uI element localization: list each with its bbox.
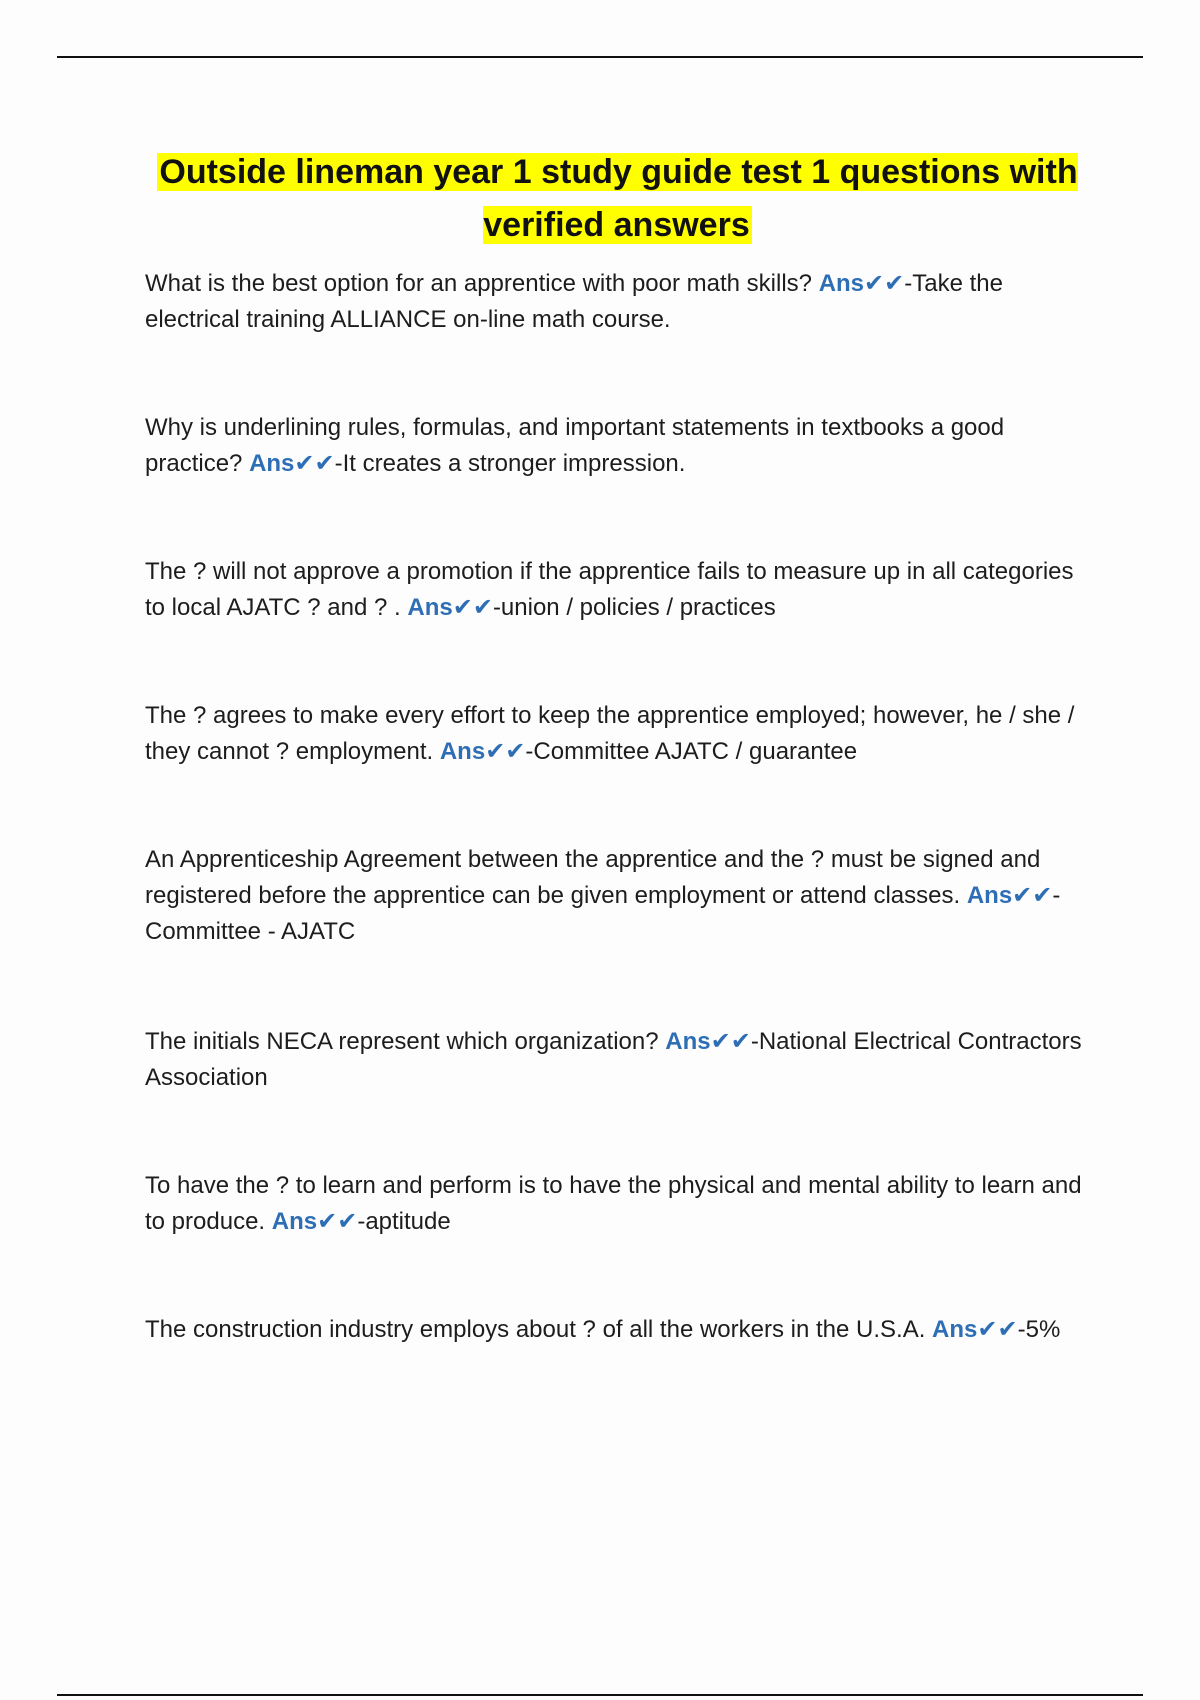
answer-text: -5% [1017, 1316, 1061, 1343]
check-icon: ✔✔ [1012, 882, 1053, 909]
answer-text: -Take the electrical training ALLIANCE on-line math course. [145, 270, 1003, 333]
qa-item-7 [145, 1168, 1090, 1240]
question-text: An Apprenticeship Agreement between the apprentice and the ? must be signed and registered before the apprentice can be given employment or attend classes. [145, 846, 1041, 909]
check-icon: ✔✔ [317, 1208, 358, 1235]
qa-item-6 [145, 1024, 1090, 1096]
answer-label: Ans [665, 1028, 711, 1055]
qa-item-3 [145, 554, 1090, 626]
check-icon: ✔✔ [485, 738, 526, 765]
answer-text: -Committee - AJATC [145, 882, 1061, 945]
answer-label: Ans [271, 1208, 318, 1235]
question-text: The ? agrees to make every effort to keep the apprentice employed; however, he / she / they cannot ? employment. [145, 702, 1075, 765]
qa-item-8 [145, 1312, 1090, 1348]
answer-label: Ans [249, 450, 295, 477]
answer-label: Ans [932, 1316, 978, 1343]
bottom-rule [57, 1694, 1143, 1696]
check-icon: ✔✔ [710, 1028, 751, 1055]
qa-item-5 [145, 842, 1090, 950]
answer-text: -aptitude [357, 1208, 451, 1235]
check-icon: ✔✔ [864, 270, 905, 297]
check-icon: ✔✔ [977, 1316, 1018, 1343]
answer-label: Ans [818, 270, 865, 297]
check-icon: ✔✔ [294, 450, 335, 477]
answer-label: Ans [407, 594, 453, 621]
qa-item-1 [145, 266, 1090, 338]
answer-text: -It creates a stronger impression. [334, 450, 686, 477]
question-text: The construction industry employs about ? of all the workers in the U.S.A. [145, 1316, 926, 1343]
question-text: The ? will not approve a promotion if the apprentice fails to measure up in all categories to local AJATC ? and ? . [145, 558, 1074, 621]
answer-text: -union / policies / practices [492, 594, 776, 621]
qa-item-2 [145, 410, 1090, 482]
answer-label: Ans [439, 738, 486, 765]
answer-label: Ans [966, 882, 1013, 909]
question-text: What is the best option for an apprentice with poor math skills? [145, 270, 813, 297]
answer-text: -National Electrical Contractors Association [145, 1028, 1082, 1091]
answer-text: -Committee AJATC / guarantee [525, 738, 858, 765]
check-icon: ✔✔ [452, 594, 493, 621]
page-title [150, 146, 1085, 252]
question-text: The initials NECA represent which organization? [145, 1028, 659, 1055]
qa-item-4 [145, 698, 1090, 770]
title-highlight: Outside lineman year 1 study guide test 1 questions with verified answers [159, 153, 1078, 244]
question-text: Why is underlining rules, formulas, and important statements in textbooks a good practice? [145, 414, 1005, 477]
question-text: To have the ? to learn and perform is to have the physical and mental ability to learn and to produce. [145, 1172, 1082, 1235]
top-rule [57, 56, 1143, 58]
